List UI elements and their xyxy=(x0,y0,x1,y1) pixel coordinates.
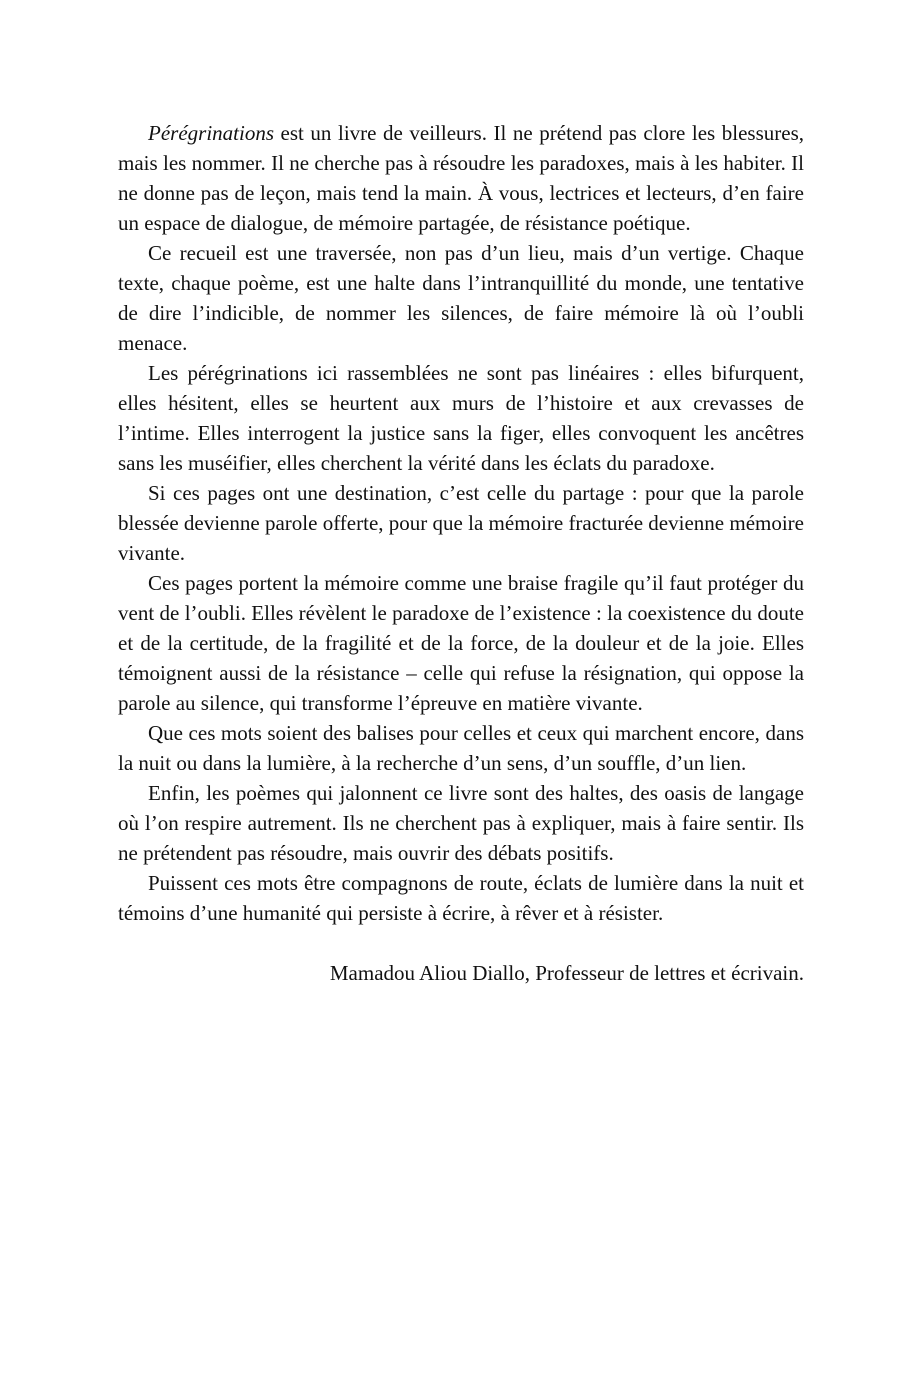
paragraph-1 xyxy=(118,118,804,238)
paragraph-4: Si ces pages ont une destination, c’est celle du partage : pour que la parole blessée devienne parole offerte, pour que la mémoire fracturée devienne mémoire vivante. xyxy=(118,481,804,565)
paragraph-7: Enfin, les poèmes qui jalonnent ce livre sont des haltes, des oasis de langage où l’on respire autrement. Ils ne cherchent pas à expliquer, mais à faire sentir. Ils ne prétendent pas résoudre, mais ouvrir des débats positifs. xyxy=(118,781,804,865)
paragraph-8: Puissent ces mots être compagnons de route, éclats de lumière dans la nuit et témoins d’une humanité qui persiste à écrire, à rêver et à résister. xyxy=(118,871,804,925)
paragraph-1-text: est un livre de veilleurs. Il ne prétend pas clore les blessures, mais les nommer. Il ne cherche pas à résoudre les paradoxes, mais à les habiter. Il ne donne pas de leçon, mais tend la main. À vous, lectrices et lecteurs, d’en faire un espace de dialogue, de mémoire partagée, de résistance poétique. xyxy=(118,121,804,235)
paragraph-3: Les pérégrinations ici rassemblées ne sont pas linéaires : elles bifurquent, elles hésitent, elles se heurtent aux murs de l’histoire et aux crevasses de l’intime. Elles interrogent la justice sans la figer, elles convoquent les ancêtres sans les muséifier, elles cherchent la vérité dans les éclats du paradoxe. xyxy=(118,361,804,475)
book-title: Pérégrinations xyxy=(148,121,274,145)
paragraph-5: Ces pages portent la mémoire comme une braise fragile qu’il faut protéger du vent de l’oubli. Elles révèlent le paradoxe de l’existence : la coexistence du doute et de la certitude, de la fragilité et de la force, de la douleur et de la joie. Elles témoignent aussi de la résistance – celle qui refuse la résignation, qui oppose la parole au silence, qui transforme l’épreuve en matière vivante. xyxy=(118,571,804,715)
author-signature: Mamadou Aliou Diallo, Professeur de lettres et écrivain. xyxy=(329,961,804,985)
paragraph-2: Ce recueil est une traversée, non pas d’un lieu, mais d’un vertige. Chaque texte, chaque poème, est une halte dans l’intranquillité du monde, une tentative de dire l’indicible, de nommer les silences, de faire mémoire là où l’oubli menace. xyxy=(118,241,804,355)
document-page xyxy=(118,118,804,988)
paragraph-6: Que ces mots soient des balises pour celles et ceux qui marchent encore, dans la nuit ou dans la lumière, à la recherche d’un sens, d’un souffle, d’un lien. xyxy=(118,721,804,775)
